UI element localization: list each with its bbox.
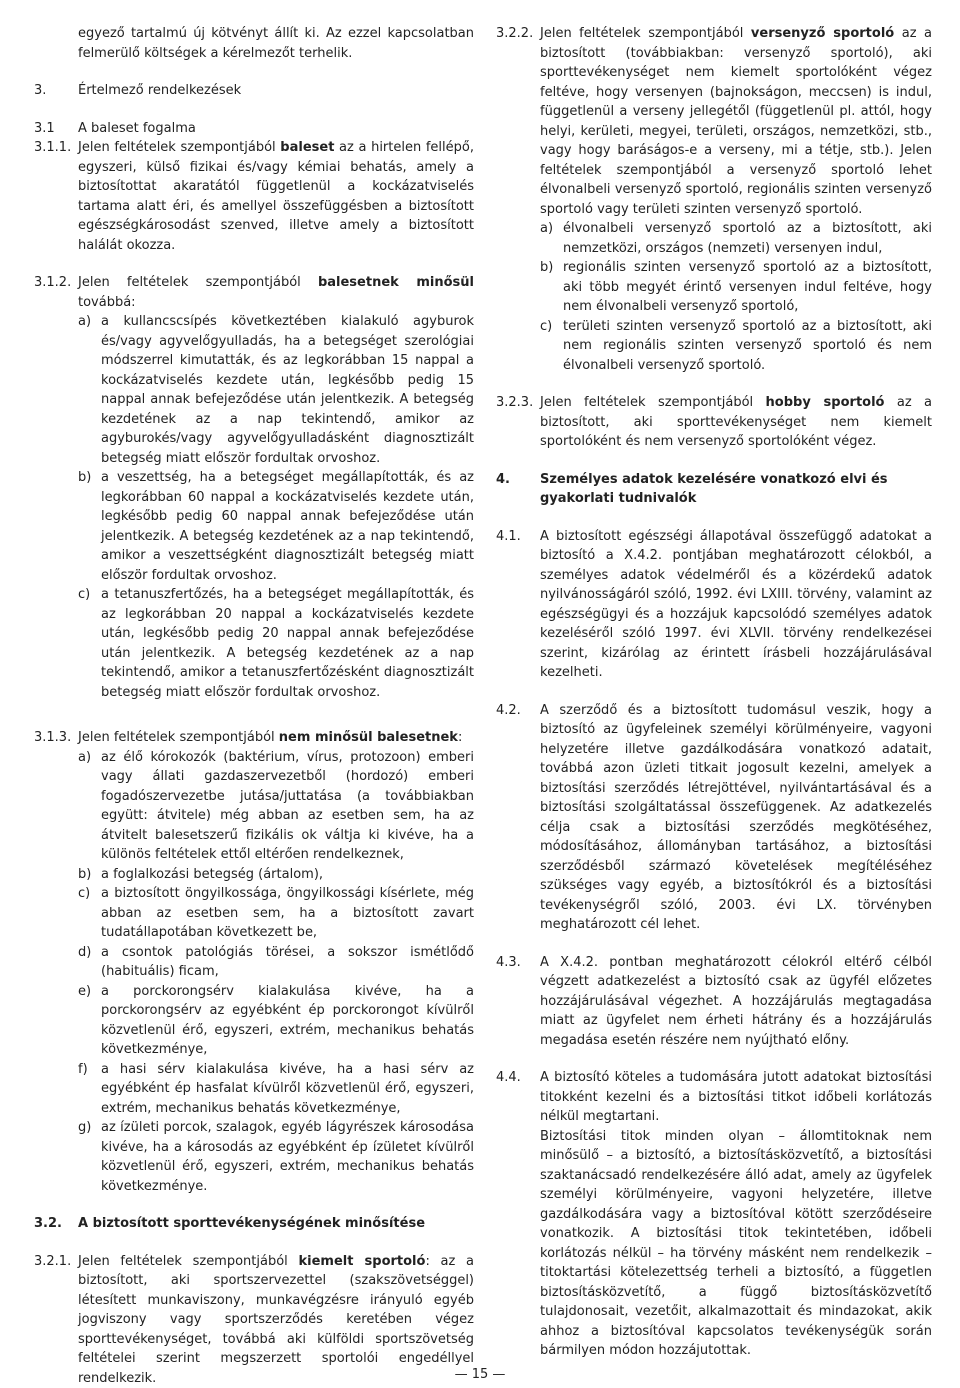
page-number-dash: — — [488, 1367, 505, 1382]
clause-3-1-2: 3.1.2. Jelen feltételek szempontjából balesetnek minősül továbbá: — [34, 273, 474, 312]
clause-4-3: 4.3. A X.4.2. pontban meghatározott célokról eltérő célból végzett adatkezelést a biztosító csak az ügyfél előzetes hozzájárulásával végezhet. A hozzájárulás megtagadása miatt az ügyfelet nem érheti hátrány és a hozzájárulás megadása esetén részére nem nyújtható előny. — [496, 953, 932, 1051]
clause-4-4-continuation: Biztosítási titok minden olyan – állomtitoknak nem minősülő – a biztosító, a biztosításközvetítő, a biztosítási szaktanácsadó rendelkezésére álló adat, amely az ügyfelek személyi körülményeire, vagyoni helyzetére, illetve gazdálkodására vagy a biztosítóval kötött szerződéseire vonatkozik. A biztosítási titok tekintetében, időbeli korlátozás nélkül – ha törvény másként nem rendelkezik – titoktartási kötelezettség terheli a biztosító, a független biztosításközvetítő, a függő biztosításközvetítő tulajdonosait, vezetőit, alkalmazottait és mindazokat, akik ahhoz a biztosítóval kapcsolatos tevékenységük során bármilyen módon hozzájutottak. — [496, 1127, 932, 1361]
section-heading-3: 3. Értelmező rendelkezések — [34, 81, 474, 101]
right-column — [496, 24, 932, 1361]
list-item: a) élvonalbeli versenyző sportoló az a biztosított, aki nemzetközi, országos (nemzeti) versenyen indul, — [540, 219, 932, 258]
list-item: c) a tetanuszfertőzés, ha a betegséget megállapították, és az legkorábban 20 nappal a kockázatviselés kezdete után, legkésőbb pedig 20 nappal annak befejeződése után jelentkezik. A betegség kezdetének az a nap tekintendő, amikor a tetanuszfertőzésként diagnosztizált betegség miatt először fordultak orvoshoz. — [78, 585, 474, 702]
list-item: c) területi szinten versenyző sportoló az a biztosított, aki nem regionális szinten versenyző sportoló és nem élvonalbeli versenyző sportoló. — [540, 317, 932, 376]
left-column — [34, 24, 474, 1388]
list-item: a) az élő kórokozók (baktérium, vírus, protozoon) emberi vagy állati gazdaszervezetből (hordozó) emberi fogadószervezetbe jutása/juttatása (a továbbiakban együtt: átvitele) még abban az esetben sem, ha az átvitelt balesetszerű fizikális ok váltja ki kivéve, ha a különös feltételek ettől eltérően rendelkeznek, — [78, 748, 474, 865]
clause-3-2-2-list — [540, 219, 932, 375]
clause-3-1-3: 3.1.3. Jelen feltételek szempontjából nem minősül balesetnek: — [34, 728, 474, 748]
clause-3-2-3: 3.2.3. Jelen feltételek szempontjából hobby sportoló az a biztosított, aki sporttevékenységet nem kiemelt sportolóként és nem versenyző sportolóként végez. — [496, 393, 932, 452]
intro-paragraph: egyező tartalmú új kötvényt állít ki. Az ezzel kapcsolatban felmerülő költségek a kérelmezőt terhelik. — [34, 24, 474, 63]
list-item: d) a csontok patológiás törései, a sokszor ismétlődő (habituális) ficam, — [78, 943, 474, 982]
list-item: b) a foglalkozási betegség (ártalom), — [78, 865, 474, 885]
section-heading-3-2: 3.2. A biztosított sporttevékenységének minősítése — [34, 1214, 474, 1234]
list-item: g) az ízületi porcok, szalagok, egyéb lágyrészek károsodása kivéve, ha a károsodás az egyébként ép ízületet kívülről közvetlenül érő, egyszeri, extrém, mechanikus behatás következménye. — [78, 1118, 474, 1196]
list-item: e) a porckorongsérv kialakulása kivéve, ha a porckorongsérv az egyébként ép porckorongot kívülről közvetlenül érő, egyszeri, extrém, mechanikus behatás következménye, — [78, 982, 474, 1060]
section-heading-3-1: 3.1 A baleset fogalma — [34, 119, 474, 139]
clause-4-2: 4.2. A szerződő és a biztosított tudomásul veszik, hogy a biztosító az ügyfeleinek személyi körülményeire, vagyoni helyzetére illetve gazdálkodására vonatkozó adatait, továbbá azon üzleti titkait jogosult kezelni, amelyek a biztosítási szerződés létrejöttével, nyilvántartásával és a biztosítási szolgáltatással összefüggenek. Az adatkezelés célja csak a biztosítási szerződés megkötéséhez, módosításához, állományban tartásához, a biztosítási szerződésből származó követelések megítéléséhez szükséges vagy egyéb, a biztosítókról és a biztosítási tevékenységről szóló, 2003. évi LX. törvényben meghatározott cél lehet. — [496, 701, 932, 935]
clause-3-1-1: 3.1.1. Jelen feltételek szempontjából baleset az a hirtelen fellépő, egyszeri, külső fizikai és/vagy kémiai behatás, amely a biztosítottat akaratától függetlenül a kockázatviselés tartama alatt éri, és amellyel összefüggésben a biztosított egészségkárosodást szenved, illetve amely a biztosított halálát okozza. — [34, 138, 474, 255]
clause-3-2-1: 3.2.1. Jelen feltételek szempontjából kiemelt sportoló: az a biztosított, aki sportszervezettel (szakszövetséggel) létesített munkaviszony, munkavégzésre irányuló egyéb jogviszony vagy sportszerződés keretében végez sporttevékenységet, továbbá aki külföldi sportszövetség feltételei szerint megszerzett sportolói engedéllyel rendelkezik. — [34, 1252, 474, 1388]
clause-3-1-2-list — [78, 312, 474, 702]
clause-3-1-3-list — [78, 748, 474, 1197]
list-item: c) a biztosított öngyilkossága, öngyilkossági kísérlete, még abban az esetben sem, ha a biztosított zavart tudatállapotában következett be, — [78, 884, 474, 943]
list-item: f) a hasi sérv kialakulása kivéve, ha a hasi sérv az egyébként ép hasfalat kívülről közvetlenül érő, egyszeri, extrém, mechanikus behatás következménye, — [78, 1060, 474, 1119]
list-item: b) a veszettség, ha a betegséget megállapították, és az legkorábban 60 nappal a kockázatviselés kezdete után, legkésőbb pedig 60 nappal annak befejeződése után jelentkezik. A betegség kezdetének az a nap tekintendő, amikor a veszettségként diagnosztizált betegség miatt először fordultak orvoshoz. — [78, 468, 474, 585]
clause-4-4: 4.4. A biztosító köteles a tudomására jutott adatokat biztosítási titokként kezelni és a biztosítási titkot időbeli korlátozás nélkül megtartani. — [496, 1068, 932, 1127]
section-heading-4: 4. Személyes adatok kezelésére vonatkozó elvi és gyakorlati tudnivalók — [496, 470, 932, 509]
page-number-dash: — — [455, 1367, 472, 1382]
page-footer — [0, 1367, 960, 1383]
list-item: a) a kullancscsípés következtében kialakuló agyburok és/vagy agyvelőgyulladás, ha a betegséget szerológiai módszerrel kimutatták, és az legkorábban 15 nappal a kockázatviselés kezdete után, legkésőbb pedig 15 nappal annak befejeződése után jelentkezik. A betegség kezdetének az a nap tekintendő, amikor az agyburokés/vagy agyvelőgyulladásként diagnosztizált betegség miatt először fordultak orvoshoz. — [78, 312, 474, 468]
list-item: b) regionális szinten versenyző sportoló az a biztosított, aki több megyét érintő versenyen indul feltéve, hogy nem élvonalbeli versenyző sportoló, — [540, 258, 932, 317]
clause-4-1: 4.1. A biztosított egészségi állapotával összefüggő adatokat a biztosító a X.4.2. pontjában meghatározott célokból, a személyes adatok védelméről és a közérdekű adatok nyilvánosságáról szóló, 1992. évi LXIII. törvény, valamint az egészségügyi és a hozzájuk kapcsolódó személyes adatok kezeléséről szóló 1997. évi XLVII. törvény rendelkezései szerint, kizárólag az érintett írásbeli hozzájárulásával kezelheti. — [496, 527, 932, 683]
page-number: 15 — [472, 1367, 489, 1382]
clause-3-2-2: 3.2.2. Jelen feltételek szempontjából versenyző sportoló az a biztosított (továbbiakban: versenyző sportoló), aki sporttevékenységet nem kiemelt sportolóként végez feltéve, hogy versenyen (bajnokságon, meccsen) is indul, függetlenül a verseny jellegétől (függetlenül pl. attól, hogy helyi, kerületi, megyei, területi, országos, nemzetközi, stb., vagy hogy baráságos-e a verseny, mi a tétje, stb.). Jelen feltételek szempontjából a versenyző sportoló lehet élvonalbeli versenyző sportoló, regionális szinten versenyző sportoló vagy területi szinten versenyző sportoló. — [496, 24, 932, 219]
